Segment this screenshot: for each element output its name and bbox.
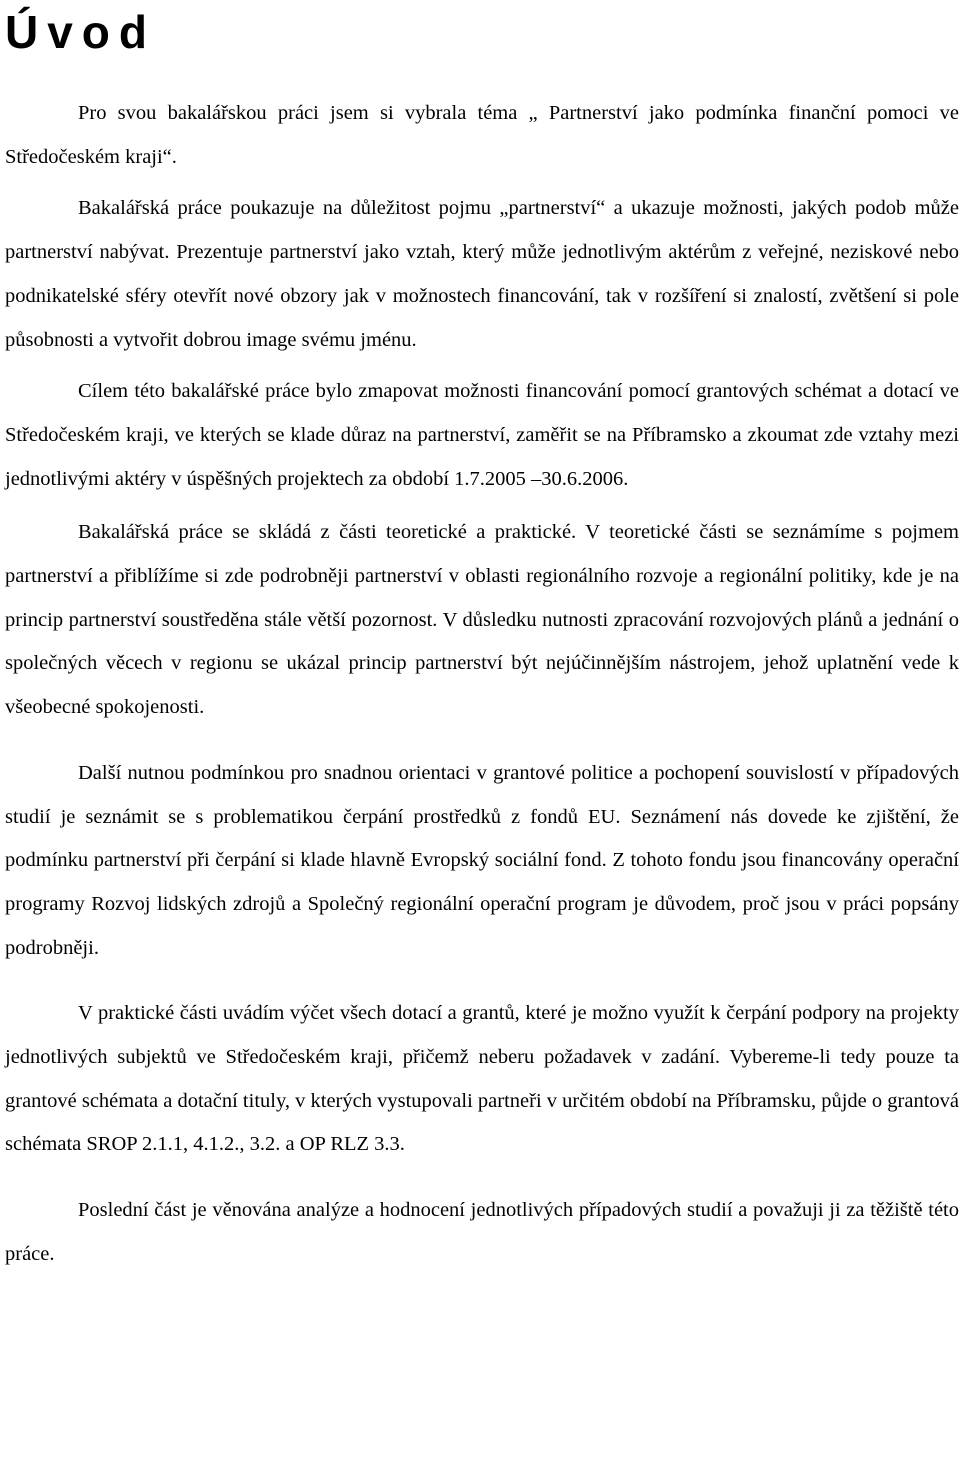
paragraph-partnership-concept: Bakalářská práce poukazuje na důležitost pojmu „partnerství“ a ukazuje možnosti, jakých podob může partnerství nabývat. Prezentuje partnerství jako vztah, který může jednotlivým aktérům z veřejné, neziskové nebo podnikatelské sféry otevřít nové obzory jak v možnostech financování, tak v rozšíření si znalostí, zvětšení si pole působnosti a vytvořit dobrou image svému jménu.	[5, 197, 959, 351]
document-body	[5, 92, 959, 1277]
page-title: Úvod	[5, 6, 156, 58]
paragraph-structure: Bakalářská práce se skládá z části teoretické a praktické. V teoretické části se seznámíme s pojmem partnerství a přiblížíme si zde podrobněji partnerství v oblasti regionálního rozvoje a regionální politiky, kde je na princip partnerství soustředěna stále větší pozornost. V důsledku nutnosti zpracování rozvojových plánů a jednání o společných věcech v regionu se ukázal princip partnerství být nejúčinnějším nástrojem, jehož uplatnění vede k všeobecné spokojenosti.	[5, 521, 959, 719]
paragraph-goal: Cílem této bakalářské práce bylo zmapovat možnosti financování pomocí grantových schémat a dotací ve Středočeském kraji, ve kterých se klade důraz na partnerství, zaměřit se na Příbramsko a zkoumat zde vztahy mezi jednotlivými aktéry v úspěšných projektech za období 1.7.2005 –30.6.2006.	[5, 380, 959, 490]
paragraph-practical-part: V praktické části uvádím výčet všech dotací a grantů, které je možno využít k čerpání podpory na projekty jednotlivých subjektů ve Středočeském kraji, přičemž neberu požadavek v zadání. Vybereme-li tedy pouze ta grantové schémata a dotační tituly, v kterých vystupovali partneři v určitém období na Příbramsku, půjde o grantová schémata SROP 2.1.1, 4.1.2., 3.2. a OP RLZ 3.3.	[5, 1002, 959, 1156]
paragraph-final-part: Poslední část je věnována analýze a hodnocení jednotlivých případových studií a považuji ji za těžiště této práce.	[5, 1199, 959, 1265]
paragraph-intro: Pro svou bakalářskou práci jsem si vybrala téma „ Partnerství jako podmínka finanční pomoci ve Středočeském kraji“.	[5, 102, 959, 168]
paragraph-eu-funds: Další nutnou podmínkou pro snadnou orientaci v grantové politice a pochopení souvislostí v případových studií je seznámit se s problematikou čerpání prostředků z fondů EU. Seznámení nás dovede ke zjištění, že podmínku partnerství při čerpání si klade hlavně Evropský sociální fond. Z tohoto fondu jsou financovány operační programy Rozvoj lidských zdrojů a Společný regionální operační program je důvodem, proč jsou v práci popsány podrobněji.	[5, 761, 959, 959]
